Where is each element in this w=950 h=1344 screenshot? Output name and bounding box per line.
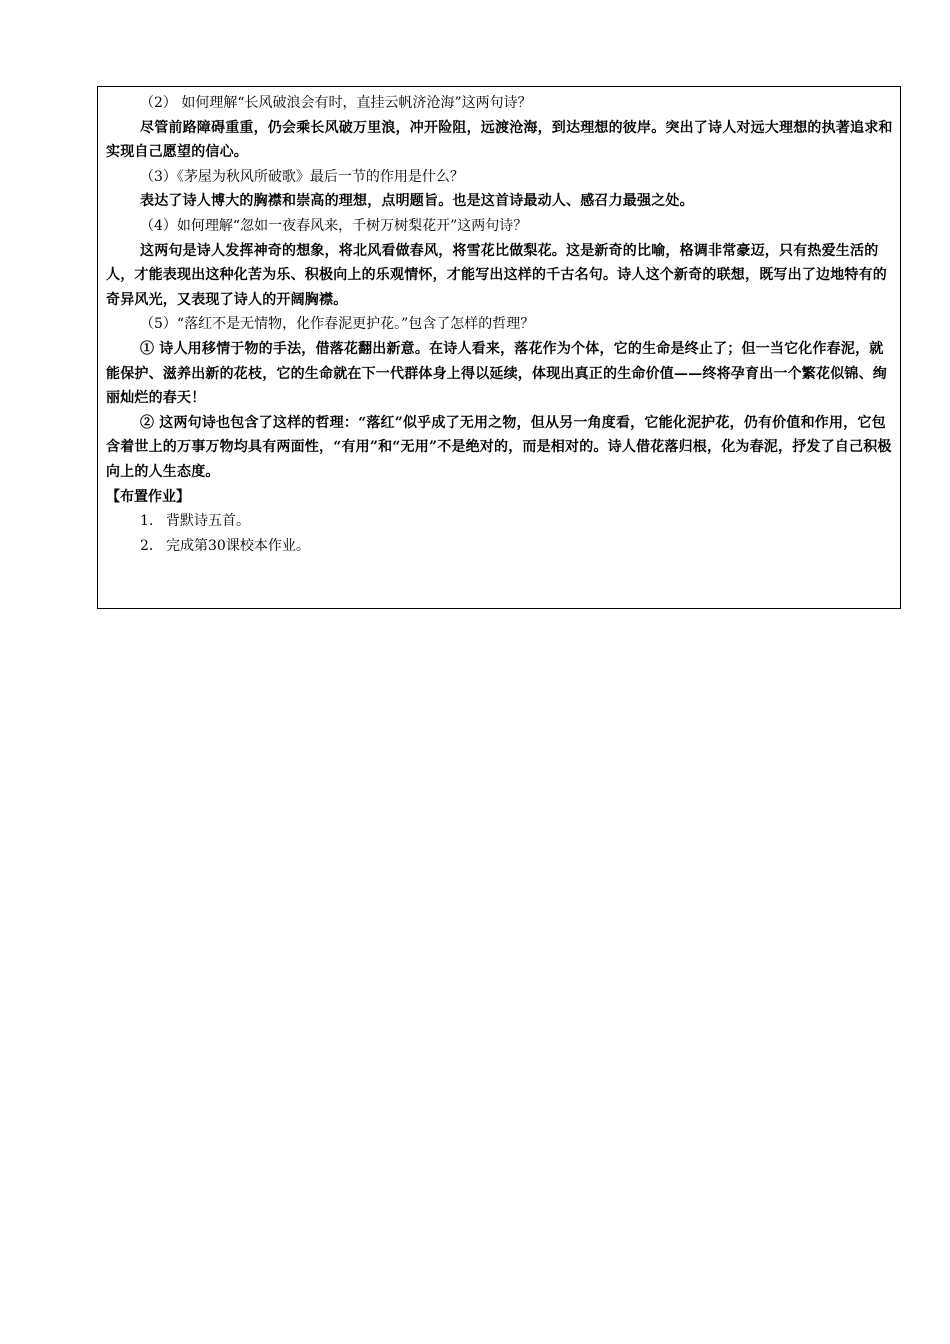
answer-2: 尽管前路障碍重重，仍会乘长风破万里浪，冲开险阻，远渡沧海，到达理想的彼岸。突出了诗人对远大理想的执著追求和实现自己愿望的信心。 [106,119,893,161]
homework-item-text: 完成第30课校本作业。 [166,537,310,554]
answer-5-part-2: ② 这两句诗也包含了这样的哲理：“落红”似乎成了无用之物，但从另一角度看，它能化泥护花，仍有价值和作用，它包含着世上的万事万物均具有两面性，“有用”和“无用”不是绝对的，而是相对的。诗人借花落归根，化为春泥，抒发了自己积极向上的人生态度。 [106,414,892,480]
homework-item [106,534,896,559]
answer-5-part-1: ① 诗人用移情于物的手法，借落花翻出新意。在诗人看来，落花作为个体，它的生命是终止了；但一当它化作春泥，就能保护、滋养出新的花枝，它的生命就在下一代群体身上得以延续，体现出真正的生命价值——终将孕育出一个繁花似锦、绚丽灿烂的春天！ [106,340,887,407]
homework-item-number: 1. [140,513,154,530]
answer-4: 这两句是诗人发挥神奇的想象，将北风看做春风，将雪花比做梨花。这是新奇的比喻，格调非常豪迈，只有热爱生活的人，才能表现出这种化苦为乐、积极向上的乐观情怀，才能写出这样的千古名句。诗人这个新奇的联想，既写出了边地特有的奇异风光，又表现了诗人的开阔胸襟。 [106,242,887,308]
lesson-content [106,91,896,558]
question-4: （4）如何理解“忽如一夜春风来，千树万树梨花开”这两句诗？ [140,217,528,234]
question-5: （5）“落红不是无情物，化作春泥更护花。”包含了怎样的哲理？ [140,316,535,333]
question-2: （2） 如何理解“长风破浪会有时，直挂云帆济沧海”这两句诗？ [140,95,532,111]
homework-title: 【布置作业】 [106,488,190,505]
homework-item-text: 背默诗五首。 [166,513,250,530]
homework-item-number: 2. [140,537,154,554]
homework-item [106,509,896,534]
content-box [97,86,901,609]
homework-list [106,509,896,558]
question-3: （3）《茅屋为秋风所破歌》最后一节的作用是什么？ [140,168,464,185]
answer-3: 表达了诗人博大的胸襟和崇高的理想，点明题旨。也是这首诗最动人、感召力最强之处。 [140,193,694,210]
